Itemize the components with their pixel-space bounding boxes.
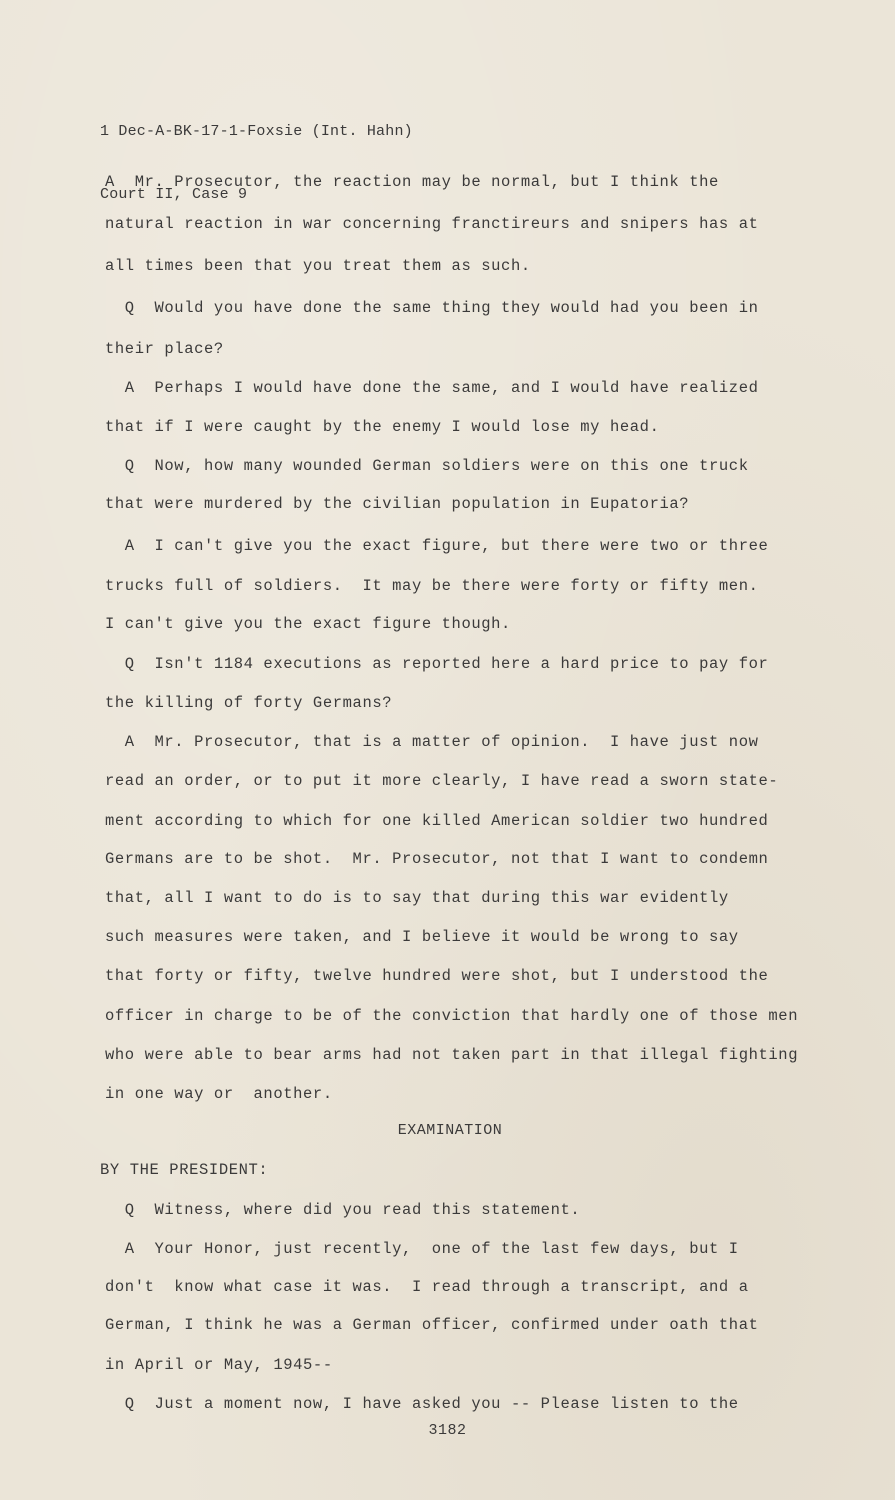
examination-heading: EXAMINATION: [397, 1122, 503, 1139]
transcript-line: who were able to bear arms had not taken part in that illegal fighting: [105, 1046, 799, 1064]
transcript-line: Germans are to be shot. Mr. Prosecutor, not that I want to condemn: [105, 850, 769, 868]
transcript-line: trucks full of soldiers. It may be there were forty or fifty men.: [105, 577, 759, 595]
transcript-line: that forty or fifty, twelve hundred were shot, but I understood the: [105, 967, 769, 985]
transcript-line: Q Just a moment now, I have asked you -- Please listen to the: [105, 1395, 739, 1413]
transcript-line: their place?: [105, 340, 224, 358]
transcript-line: that if I were caught by the enemy I would lose my head.: [105, 418, 660, 436]
transcript-line: A Perhaps I would have done the same, and I would have realized: [105, 379, 759, 397]
transcript-line: natural reaction in war concerning franctireurs and snipers has at: [105, 215, 759, 233]
transcript-line: Q Witness, where did you read this statement.: [105, 1201, 581, 1219]
transcript-line: A Mr. Prosecutor, that is a matter of opinion. I have just now: [105, 733, 759, 751]
transcript-line: don't know what case it was. I read through a transcript, and a: [105, 1278, 749, 1296]
page-number: 3182: [428, 1422, 467, 1439]
transcript-line: German, I think he was a German officer, confirmed under oath that: [105, 1316, 759, 1334]
transcript-line: Q Isn't 1184 executions as reported here a hard price to pay for: [105, 655, 769, 673]
transcript-line: the killing of forty Germans?: [105, 694, 393, 712]
transcript-line: that were murdered by the civilian population in Eupatoria?: [105, 495, 690, 513]
transcript-line: officer in charge to be of the conviction that hardly one of those men: [105, 1007, 799, 1025]
transcript-line: I can't give you the exact figure though.: [105, 615, 511, 633]
transcript-line: ment according to which for one killed American soldier two hundred: [105, 812, 769, 830]
transcript-line: all times been that you treat them as such.: [105, 257, 531, 275]
transcript-line: A Mr. Prosecutor, the reaction may be normal, but I think the: [105, 173, 719, 191]
transcript-line: in April or May, 1945--: [105, 1356, 333, 1374]
transcript-line: Q Would you have done the same thing they would had you been in: [105, 299, 759, 317]
transcript-line: that, all I want to do is to say that during this war evidently: [105, 889, 729, 907]
transcript-line: in one way or another.: [105, 1085, 333, 1103]
transcript-line: A I can't give you the exact figure, but there were two or three: [105, 537, 769, 555]
transcript-line: A Your Honor, just recently, one of the last few days, but I: [105, 1240, 739, 1258]
header-reference: 1 Dec-A-BK-17-1-Foxsie (Int. Hahn): [100, 123, 413, 140]
transcript-line: read an order, or to put it more clearly, I have read a sworn state-: [105, 772, 779, 790]
transcript-line: Q Now, how many wounded German soldiers were on this one truck: [105, 457, 749, 475]
header-court-case: Court II, Case 9: [100, 186, 248, 203]
transcript-line: such measures were taken, and I believe it would be wrong to say: [105, 928, 739, 946]
examiner-label: BY THE PRESIDENT:: [100, 1161, 269, 1179]
